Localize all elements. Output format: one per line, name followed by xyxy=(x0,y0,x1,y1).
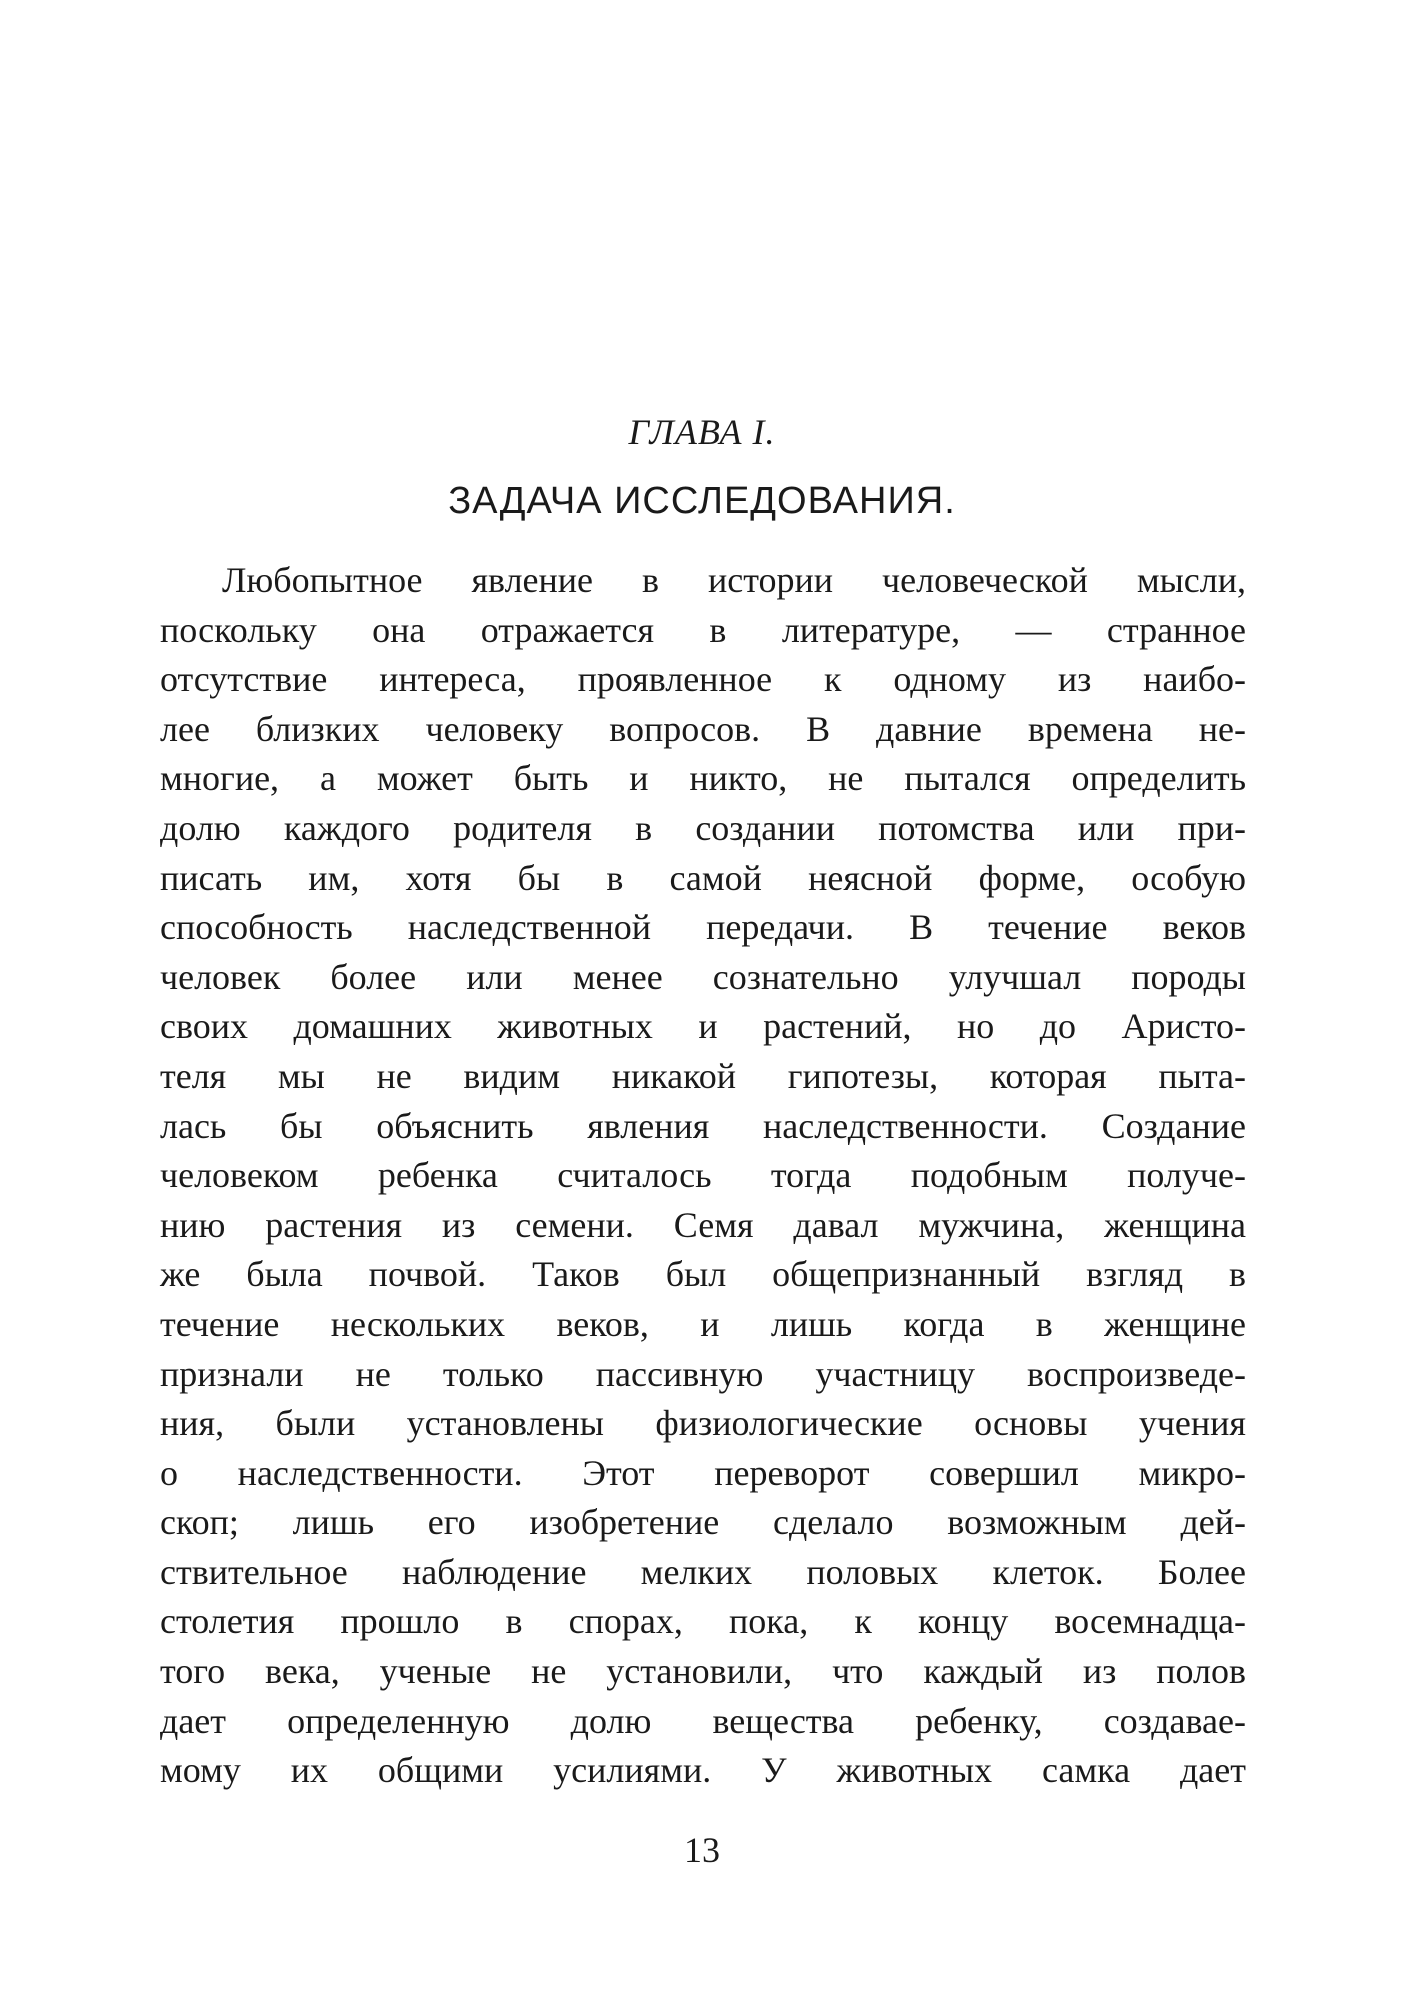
text-line: течение нескольких веков, и лишь когда в женщине xyxy=(160,1303,1246,1344)
chapter-title: ЗАДАЧА ИССЛЕДОВАНИЯ. xyxy=(448,480,956,522)
text-line: ния, были установлены физиологические основы учения xyxy=(160,1403,1246,1444)
text-line: человек более или менее сознательно улучшал породы xyxy=(160,956,1246,997)
text-line: нию растения из семени. Семя давал мужчина, женщина xyxy=(160,1204,1246,1245)
text-line: отсутствие интереса, проявленное к одному из наибо- xyxy=(160,659,1246,700)
text-line: мому их общими усилиями. У животных самка дает xyxy=(160,1750,1246,1791)
chapter-label: ГЛАВА I. xyxy=(628,412,776,452)
text-line: многие, а может быть и никто, не пытался определить xyxy=(160,758,1246,799)
text-line: скоп; лишь его изобретение сделало возможным дей- xyxy=(160,1502,1246,1543)
text-line: признали не только пассивную участницу воспроизведе- xyxy=(160,1353,1246,1394)
text-line: о наследственности. Этот переворот совершил микро- xyxy=(160,1452,1246,1493)
text-line: поскольку она отражается в литературе, — странное xyxy=(160,609,1246,650)
text-line: своих домашних животных и растений, но до Аристо- xyxy=(160,1006,1246,1047)
text-line: ствительное наблюдение мелких половых клеток. Более xyxy=(160,1551,1246,1592)
body-text xyxy=(160,556,1246,1796)
text-line: долю каждого родителя в создании потомства или при- xyxy=(160,807,1246,848)
text-line: человеком ребенка считалось тогда подобным получе- xyxy=(160,1155,1246,1196)
text-line: столетия прошло в спорах, пока, к концу восемнадца- xyxy=(160,1601,1246,1642)
text-line: Любопытное явление в истории человеческой мысли, xyxy=(222,560,1246,600)
text-line: же была почвой. Таков был общепризнанный взгляд в xyxy=(160,1254,1246,1295)
text-line: теля мы не видим никакой гипотезы, которая пыта- xyxy=(160,1055,1246,1096)
page-number: 13 xyxy=(684,1830,720,1870)
text-line: дает определенную долю вещества ребенку, создавае- xyxy=(160,1700,1246,1741)
text-line: того века, ученые не установили, что каждый из полов xyxy=(160,1651,1246,1692)
text-line: способность наследственной передачи. В течение веков xyxy=(160,907,1246,948)
text-line: писать им, хотя бы в самой неясной форме, особую xyxy=(160,857,1246,898)
text-line: лась бы объяснить явления наследственности. Создание xyxy=(160,1105,1246,1146)
text-line: лее близких человеку вопросов. В давние времена не- xyxy=(160,708,1246,749)
